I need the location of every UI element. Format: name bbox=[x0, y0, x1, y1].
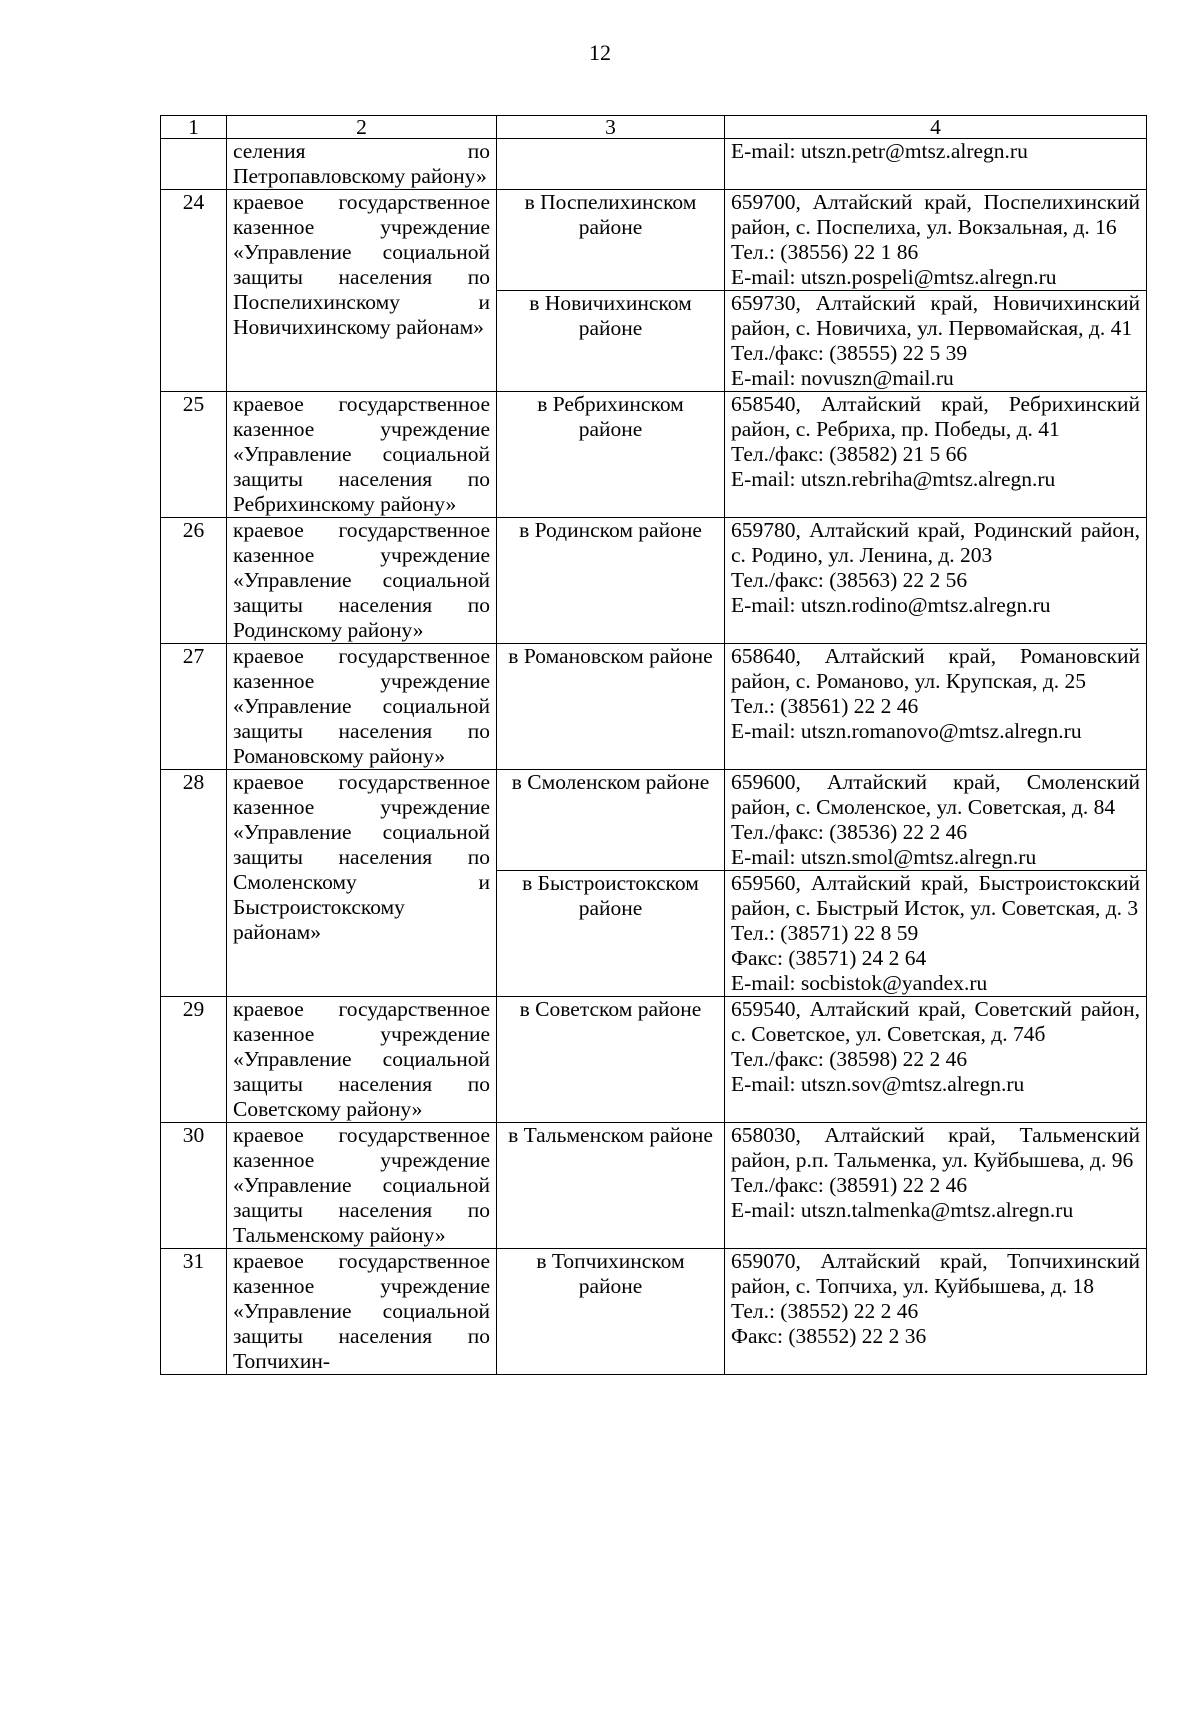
table-row bbox=[161, 770, 1147, 871]
contact-cell bbox=[725, 518, 1147, 644]
contact-line: 659730, Алтайский край, Новичихинский район, с. Новичиха, ул. Первомайская, д. 41 bbox=[731, 291, 1140, 340]
organization-name: краевое государственное казенное учреждение «Управление социальной защиты населения по Советскому району» bbox=[227, 997, 497, 1123]
contact-cell bbox=[725, 1249, 1147, 1375]
district-cell: в Поспелихинском районе bbox=[497, 190, 725, 291]
table-header-row bbox=[161, 116, 1147, 139]
contact-line: 659560, Алтайский край, Быстроистокский район, с. Быстрый Исток, ул. Советская, д. 3 bbox=[731, 871, 1140, 920]
contact-line: 658640, Алтайский край, Романовский район, с. Романово, ул. Крупская, д. 25 bbox=[731, 644, 1140, 693]
district-cell: в Родинском районе bbox=[497, 518, 725, 644]
contact-cell bbox=[725, 997, 1147, 1123]
table-row bbox=[161, 1123, 1147, 1249]
organization-name: краевое государственное казенное учреждение «Управление социальной защиты населения по Ребрихинскому району» bbox=[227, 392, 497, 518]
table-row bbox=[161, 1249, 1147, 1375]
contact-cell bbox=[725, 139, 1147, 190]
district-cell: в Быстроистокском районе bbox=[497, 871, 725, 997]
contact-line: 658540, Алтайский край, Ребрихинский район, с. Ребриха, пр. Победы, д. 41 bbox=[731, 392, 1140, 441]
district-cell: в Топчихинском районе bbox=[497, 1249, 725, 1375]
contact-line: Тел./факс: (38591) 22 2 46 bbox=[731, 1173, 968, 1197]
row-number: 28 bbox=[161, 770, 227, 997]
table-row bbox=[161, 139, 1147, 190]
row-number bbox=[161, 139, 227, 190]
contact-line: Тел./факс: (38582) 21 5 66 bbox=[731, 442, 968, 466]
contact-line: 659540, Алтайский край, Советский район, с. Советское, ул. Советская, д. 74б bbox=[731, 997, 1140, 1046]
contact-line: E-mail: utszn.petr@mtsz.alregn.ru bbox=[731, 139, 1028, 163]
table-body bbox=[161, 139, 1147, 1375]
district-cell: в Новичихинском районе bbox=[497, 291, 725, 392]
column-header-3: 3 bbox=[497, 116, 725, 139]
organization-name: краевое государственное казенное учреждение «Управление социальной защиты населения по Смоленскому и Быстроистокскому районам» bbox=[227, 770, 497, 997]
contact-line: E-mail: utszn.pospeli@mtsz.alregn.ru bbox=[731, 265, 1057, 289]
column-header-2: 2 bbox=[227, 116, 497, 139]
contact-line: E-mail: utszn.smol@mtsz.alregn.ru bbox=[731, 845, 1037, 869]
column-header-1: 1 bbox=[161, 116, 227, 139]
contact-line: 658030, Алтайский край, Тальменский район, р.п. Тальменка, ул. Куйбышева, д. 96 bbox=[731, 1123, 1140, 1172]
contact-line: E-mail: utszn.rebriha@mtsz.alregn.ru bbox=[731, 467, 1056, 491]
contacts-table bbox=[160, 115, 1147, 1375]
column-header-4: 4 bbox=[725, 116, 1147, 139]
page-number: 12 bbox=[589, 40, 611, 65]
organization-name: краевое государственное казенное учреждение «Управление социальной защиты населения по Тальменскому району» bbox=[227, 1123, 497, 1249]
table-row bbox=[161, 997, 1147, 1123]
contact-cell bbox=[725, 392, 1147, 518]
contact-line: E-mail: utszn.talmenka@mtsz.alregn.ru bbox=[731, 1198, 1074, 1222]
contact-line: 659700, Алтайский край, Поспелихинский район, с. Поспелиха, ул. Вокзальная, д. 16 bbox=[731, 190, 1140, 239]
contact-line: Тел.: (38561) 22 2 46 bbox=[731, 694, 919, 718]
contact-line: Тел.: (38556) 22 1 86 bbox=[731, 240, 919, 264]
row-number: 30 bbox=[161, 1123, 227, 1249]
contact-line: E-mail: utszn.sov@mtsz.alregn.ru bbox=[731, 1072, 1025, 1096]
contact-cell bbox=[725, 644, 1147, 770]
table-row bbox=[161, 392, 1147, 518]
contact-line: E-mail: utszn.rodino@mtsz.alregn.ru bbox=[731, 593, 1051, 617]
contact-cell bbox=[725, 871, 1147, 997]
contact-cell bbox=[725, 291, 1147, 392]
contact-line: Тел./факс: (38555) 22 5 39 bbox=[731, 341, 968, 365]
row-number: 25 bbox=[161, 392, 227, 518]
contact-line: Тел./факс: (38598) 22 2 46 bbox=[731, 1047, 968, 1071]
organization-name: краевое государственное казенное учреждение «Управление социальной защиты населения по Романовскому району» bbox=[227, 644, 497, 770]
contact-cell bbox=[725, 1123, 1147, 1249]
district-cell: в Ребрихинском районе bbox=[497, 392, 725, 518]
contact-line: E-mail: novuszn@mail.ru bbox=[731, 366, 954, 390]
contact-line: 659780, Алтайский край, Родинский район, с. Родино, ул. Ленина, д. 203 bbox=[731, 518, 1140, 567]
table-row bbox=[161, 518, 1147, 644]
contact-line: Факс: (38552) 22 2 36 bbox=[731, 1324, 927, 1348]
district-cell bbox=[497, 139, 725, 190]
contact-cell bbox=[725, 190, 1147, 291]
contact-line: Факс: (38571) 24 2 64 bbox=[731, 946, 927, 970]
row-number: 31 bbox=[161, 1249, 227, 1375]
row-number: 24 bbox=[161, 190, 227, 392]
organization-name: селения по Петропавловскому району» bbox=[227, 139, 497, 190]
row-number: 27 bbox=[161, 644, 227, 770]
contact-cell bbox=[725, 770, 1147, 871]
organization-name: краевое государственное казенное учреждение «Управление социальной защиты населения по Родинскому району» bbox=[227, 518, 497, 644]
contact-line: Тел.: (38571) 22 8 59 bbox=[731, 921, 919, 945]
contact-line: E-mail: utszn.romanovo@mtsz.alregn.ru bbox=[731, 719, 1082, 743]
contact-line: Тел.: (38552) 22 2 46 bbox=[731, 1299, 919, 1323]
district-cell: в Романовском районе bbox=[497, 644, 725, 770]
district-cell: в Тальменском районе bbox=[497, 1123, 725, 1249]
district-cell: в Советском районе bbox=[497, 997, 725, 1123]
contact-line: 659070, Алтайский край, Топчихинский район, с. Топчиха, ул. Куйбышева, д. 18 bbox=[731, 1249, 1140, 1298]
table-row bbox=[161, 644, 1147, 770]
district-cell: в Смоленском районе bbox=[497, 770, 725, 871]
contact-line: E-mail: socbistok@yandex.ru bbox=[731, 971, 988, 995]
table-row bbox=[161, 190, 1147, 291]
organization-name: краевое государственное казенное учреждение «Управление социальной защиты населения по Топчихин- bbox=[227, 1249, 497, 1375]
organization-name: краевое государственное казенное учреждение «Управление социальной защиты населения по Поспелихинскому и Новичихинскому районам» bbox=[227, 190, 497, 392]
contact-line: Тел./факс: (38536) 22 2 46 bbox=[731, 820, 968, 844]
row-number: 29 bbox=[161, 997, 227, 1123]
contact-line: Тел./факс: (38563) 22 2 56 bbox=[731, 568, 968, 592]
contact-line: 659600, Алтайский край, Смоленский район, с. Смоленское, ул. Советская, д. 84 bbox=[731, 770, 1140, 819]
row-number: 26 bbox=[161, 518, 227, 644]
